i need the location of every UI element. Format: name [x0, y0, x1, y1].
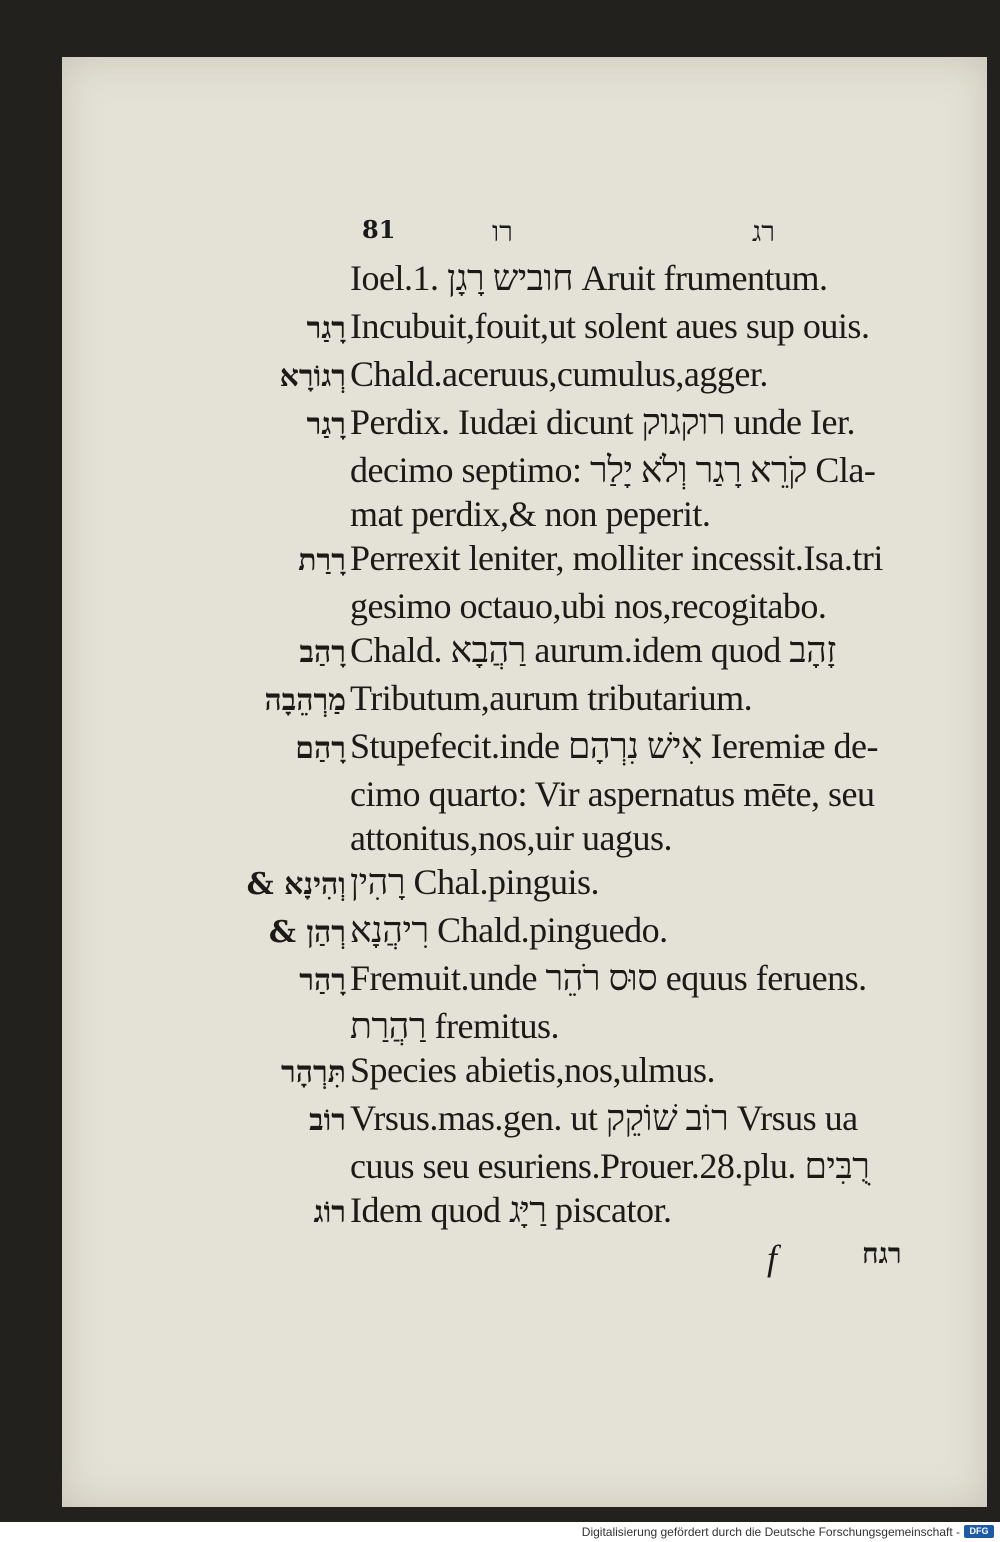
footer-credit: Digitalisierung gefördert durch die Deutsche Forschungsgemeinschaft - [581, 1525, 960, 1539]
entry-headword: רָהַב [299, 635, 346, 670]
entry-headword: וְהִינָא & [246, 867, 346, 902]
dictionary-entry [212, 1189, 972, 1237]
dictionary-entry [212, 1049, 972, 1097]
page-header [62, 215, 987, 255]
dictionary-entry [212, 725, 972, 773]
running-head-center: רו [492, 215, 513, 248]
entry-headword: מַרְהֵבָה [264, 683, 346, 718]
dictionary-entry [212, 1097, 972, 1145]
entry-continuation-line [212, 1005, 972, 1049]
book-page [62, 57, 987, 1507]
dictionary-entry [212, 305, 972, 353]
dictionary-entry [212, 537, 972, 585]
entry-gloss: Vrsus.mas.gen. ut רוֹב שׁוֹקֵק Vrsus ua [350, 1098, 858, 1138]
entry-headword: רְגוֹרָא [279, 359, 346, 394]
entry-headword: תִּרְהָר [280, 1055, 346, 1090]
signature-mark: f [767, 1238, 778, 1278]
entry-continuation-line [212, 449, 972, 493]
running-head-right: רג [752, 215, 775, 248]
entry-headword: רוֹג [313, 1195, 346, 1230]
folio-number: 81 [362, 215, 396, 244]
entry-headword: רוֹב [309, 1103, 346, 1138]
entry-headword: רְהַן & [268, 915, 346, 950]
entry-gloss: Tributum,aurum tributarium. [350, 678, 753, 718]
entry-headword: רָהַם [295, 731, 346, 766]
entry-gloss: רָהִין Chal.pinguis. [350, 862, 600, 902]
dictionary-entry [212, 257, 972, 305]
page-foot [62, 1237, 987, 1287]
entry-continuation-line [212, 585, 972, 629]
entry-gloss: Chald. רַהֲבָא aurum.idem quod זָהָב [350, 630, 836, 670]
entry-gloss: attonitus,nos,uir uagus. [350, 818, 672, 858]
entry-gloss: Chald.aceruus,cumulus,agger. [350, 354, 768, 394]
dictionary-entries [212, 257, 972, 1237]
dictionary-entry [212, 677, 972, 725]
entry-headword: רָרַת [298, 543, 346, 578]
entry-gloss: Fremuit.unde סוּס רֹהֵר equus feruens. [350, 958, 867, 998]
dictionary-entry [212, 401, 972, 449]
entry-gloss: רַהֲרַת fremitus. [350, 1006, 560, 1046]
entry-gloss: Ioel.1. חוביש רָגָן Aruit frumentum. [350, 258, 828, 298]
dictionary-entry [212, 957, 972, 1005]
dictionary-entry [212, 909, 972, 957]
entry-gloss: Incubuit,fouit,ut solent aues sup ouis. [350, 306, 870, 346]
entry-gloss: gesimo octauo,ubi nos,recogitabo. [350, 586, 827, 626]
entry-headword: רָגַר [306, 311, 346, 346]
catchword: רגח [862, 1237, 902, 1270]
entry-continuation-line [212, 773, 972, 817]
entry-headword: רָגַר [306, 407, 346, 442]
entry-continuation-line [212, 817, 972, 861]
entry-gloss: Idem quod רַיָּג piscator. [350, 1190, 672, 1230]
entry-gloss: decimo septimo: קֹרֵא רָגַר וְלֹא יָלַר Cla- [350, 450, 876, 490]
entry-gloss: Species abietis,nos,ulmus. [350, 1050, 715, 1090]
dfg-logo: DFG [964, 1525, 994, 1538]
entry-gloss: cimo quarto: Vir aspernatus mēte, seu [350, 774, 875, 814]
entry-gloss: Perrexit leniter, molliter incessit.Isa.tri [350, 538, 883, 578]
entry-gloss: cuus seu esuriens.Prouer.28.plu. רֻבִּים [350, 1146, 870, 1186]
entry-continuation-line [212, 1145, 972, 1189]
entry-headword: רָהַר [299, 963, 346, 998]
dictionary-entry [212, 861, 972, 909]
entry-gloss: רִיהֲנָא Chald.pinguedo. [350, 910, 668, 950]
dictionary-entry [212, 629, 972, 677]
entry-continuation-line [212, 493, 972, 537]
dictionary-entry [212, 353, 972, 401]
digitization-footer [0, 1522, 1000, 1542]
entry-gloss: Stupefecit.inde אִישׁ נִרְהָם Ieremiæ de- [350, 726, 878, 766]
entry-gloss: mat perdix,& non peperit. [350, 494, 711, 534]
entry-gloss: Perdix. Iudæi dicunt רוקגוק unde Ier. [350, 402, 855, 442]
